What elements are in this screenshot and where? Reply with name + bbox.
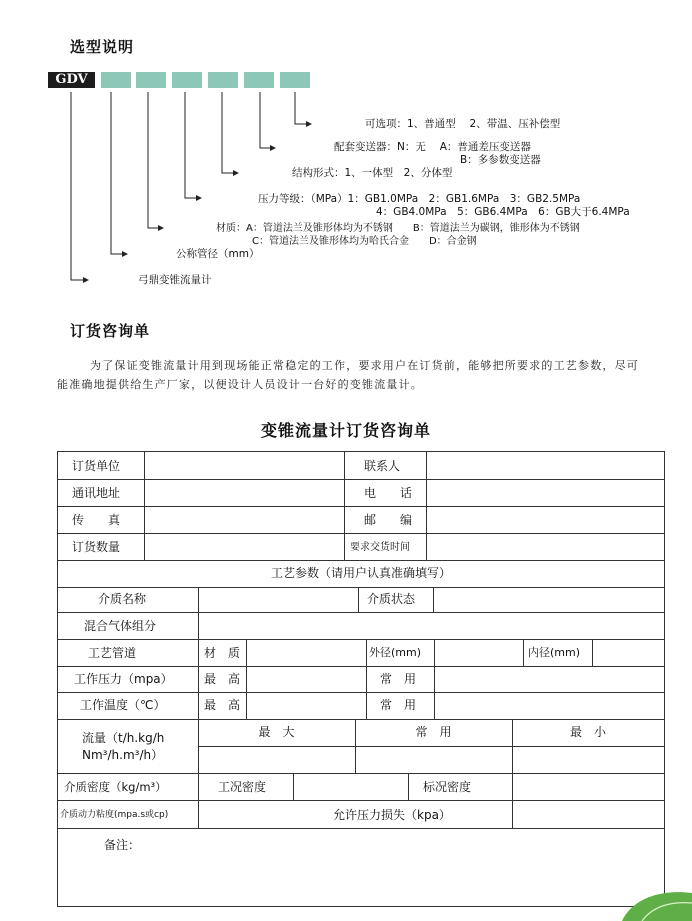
label-pressure-normal: 常 用 xyxy=(380,672,417,686)
label-temperature-normal: 常 用 xyxy=(380,698,417,712)
option-material: 材质：A：管道法兰及锥形体均为不锈钢 B：管道法兰为碳钢，锥形体为不锈钢 xyxy=(216,223,580,234)
option-type: 可选项：1、普通型 2、带温、压补偿型 xyxy=(365,118,561,130)
intro-line-1: 为了保证变锥流量计用到现场能正常稳定的工作，要求用户在订货前，能够把所要求的工艺参数，尽可 xyxy=(90,359,639,372)
label-order-unit: 订货单位 xyxy=(72,459,121,473)
label-flow-max: 最 大 xyxy=(258,725,295,739)
label-dynamic-viscosity: 介质动力粘度(mpa.s或cp) xyxy=(60,810,169,820)
label-medium-name: 介质名称 xyxy=(98,592,147,606)
label-delivery-time: 要求交货时间 xyxy=(350,542,410,553)
label-gas-components: 混合气体组分 xyxy=(84,619,157,633)
label-quantity: 订货数量 xyxy=(72,540,121,554)
label-working-density: 工况密度 xyxy=(218,780,267,794)
label-work-pressure: 工作压力（mpa） xyxy=(74,672,173,686)
label-medium-state: 介质状态 xyxy=(367,592,416,606)
label-flow-line-1: 流量（t/h.kg/h xyxy=(82,731,165,745)
selection-heading: 选型说明 xyxy=(70,38,135,56)
label-pressure-max: 最 高 xyxy=(204,672,241,686)
label-flow-normal: 常 用 xyxy=(415,725,452,739)
label-pipe-material: 材 质 xyxy=(204,646,241,660)
model-code-prefix: GDV xyxy=(48,72,95,88)
label-pressure-loss: 允许压力损失（kpa） xyxy=(333,808,451,822)
order-form xyxy=(57,451,665,907)
option-material-2: C：管道法兰及锥形体均为哈氏合金 D：合金钢 xyxy=(252,236,477,247)
label-process-params: 工艺参数（请用户认真准确填写） xyxy=(270,566,451,580)
intro-line-2: 能准确地提供给生产厂家，以便设计人员设计一台好的变锥流量计。 xyxy=(57,378,423,391)
label-address: 通讯地址 xyxy=(72,486,121,500)
option-structure: 结构形式：1、一体型 2、分体型 xyxy=(292,167,453,179)
label-postcode: 邮 编 xyxy=(364,513,413,527)
label-remarks: 备注： xyxy=(104,838,141,852)
option-product-name: 弓鼎变锥流量计 xyxy=(138,274,212,286)
option-transmitter-b: B：多参数变送器 xyxy=(460,154,541,166)
option-pressure-grade: 压力等级：（MPa）1：GB1.0MPa 2：GB1.6MPa 3：GB2.5MPa xyxy=(258,193,581,205)
order-heading: 订货咨询单 xyxy=(70,322,151,340)
label-fax: 传 真 xyxy=(72,513,121,527)
label-contact: 联系人 xyxy=(364,459,401,473)
label-phone: 电 话 xyxy=(364,486,413,500)
leaf-decoration-icon xyxy=(612,881,692,921)
label-standard-density: 标况密度 xyxy=(423,780,472,794)
form-title: 变锥流量计订货咨询单 xyxy=(260,421,431,440)
label-temperature-max: 最 高 xyxy=(204,698,241,712)
label-flow-line-2: Nm³/h.m³/h） xyxy=(82,748,164,762)
option-diameter: 公称管径（mm） xyxy=(176,248,260,260)
label-inner-diameter: 内径(mm) xyxy=(528,646,581,659)
label-work-temperature: 工作温度（℃） xyxy=(80,698,166,712)
label-process-pipe: 工艺管道 xyxy=(88,646,137,660)
label-medium-density: 介质密度（kg/m³） xyxy=(64,780,167,794)
label-flow-min: 最 小 xyxy=(569,725,606,739)
option-pressure-grade-2: 4：GB4.0MPa 5：GB6.4MPa 6：GB大于6.4MPa xyxy=(376,206,630,218)
label-outer-diameter: 外径(mm) xyxy=(369,646,422,659)
option-transmitter: 配套变送器：N：无 A：普通差压变送器 xyxy=(334,141,531,153)
